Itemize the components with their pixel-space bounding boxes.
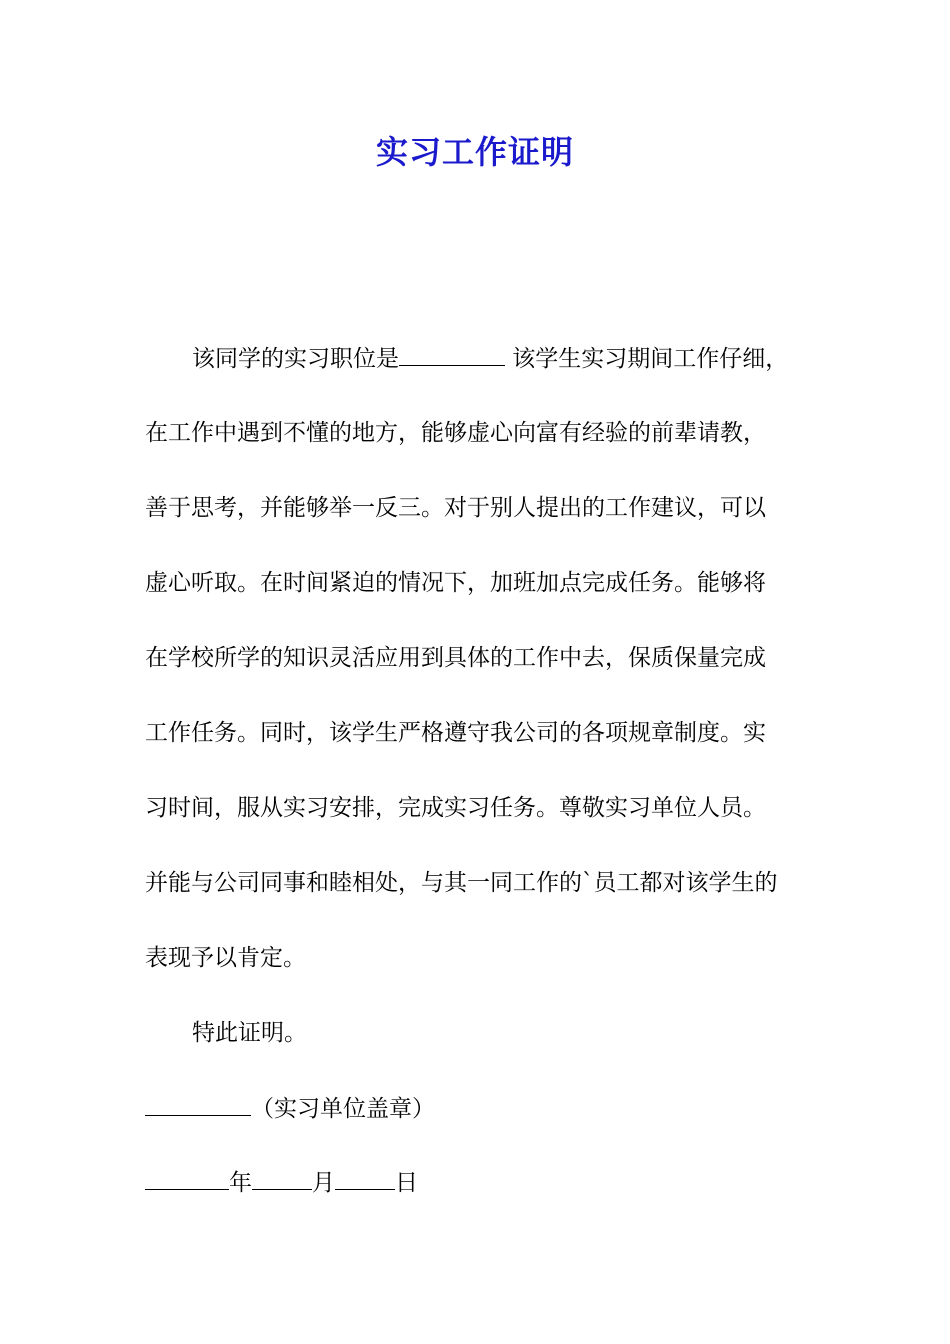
closing-line: 特此证明。 <box>192 1020 307 1046</box>
day-blank <box>335 1167 395 1190</box>
paragraph-line-9: 表现予以肯定。 <box>145 945 306 971</box>
seal-line <box>145 1093 435 1124</box>
paragraph-line-4: 虚心听取。在时间紧迫的情况下，加班加点完成任务。能够将 <box>145 570 766 596</box>
month-blank <box>252 1167 312 1190</box>
line-text: 该学生实习期间工作仔细， <box>505 346 789 372</box>
year-label: 年 <box>229 1170 252 1196</box>
position-blank <box>399 343 505 366</box>
paragraph-line-1 <box>192 343 788 374</box>
paragraph-line-7: 习时间，服从实习安排，完成实习任务。尊敬实习单位人员。 <box>145 795 766 821</box>
paragraph-line-5: 在学校所学的知识灵活应用到具体的工作中去，保质保量完成 <box>145 645 766 671</box>
document-title: 实习工作证明 <box>375 133 574 171</box>
paragraph-line-2: 在工作中遇到不懂的地方，能够虚心向富有经验的前辈请教， <box>145 420 766 446</box>
paragraph-line-8: 并能与公司同事和睦相处，与其一同工作的`员工都对该学生的 <box>145 870 778 896</box>
seal-label: （实习单位盖章） <box>251 1096 435 1122</box>
year-blank <box>145 1167 229 1190</box>
paragraph-line-3: 善于思考，并能够举一反三。对于别人提出的工作建议，可以 <box>145 495 766 521</box>
seal-blank <box>145 1093 251 1116</box>
day-label: 日 <box>395 1170 418 1196</box>
paragraph-line-6: 工作任务。同时，该学生严格遵守我公司的各项规章制度。实 <box>145 720 766 746</box>
date-line <box>145 1167 418 1198</box>
month-label: 月 <box>312 1170 335 1196</box>
line-text: 该同学的实习职位是 <box>192 346 399 372</box>
